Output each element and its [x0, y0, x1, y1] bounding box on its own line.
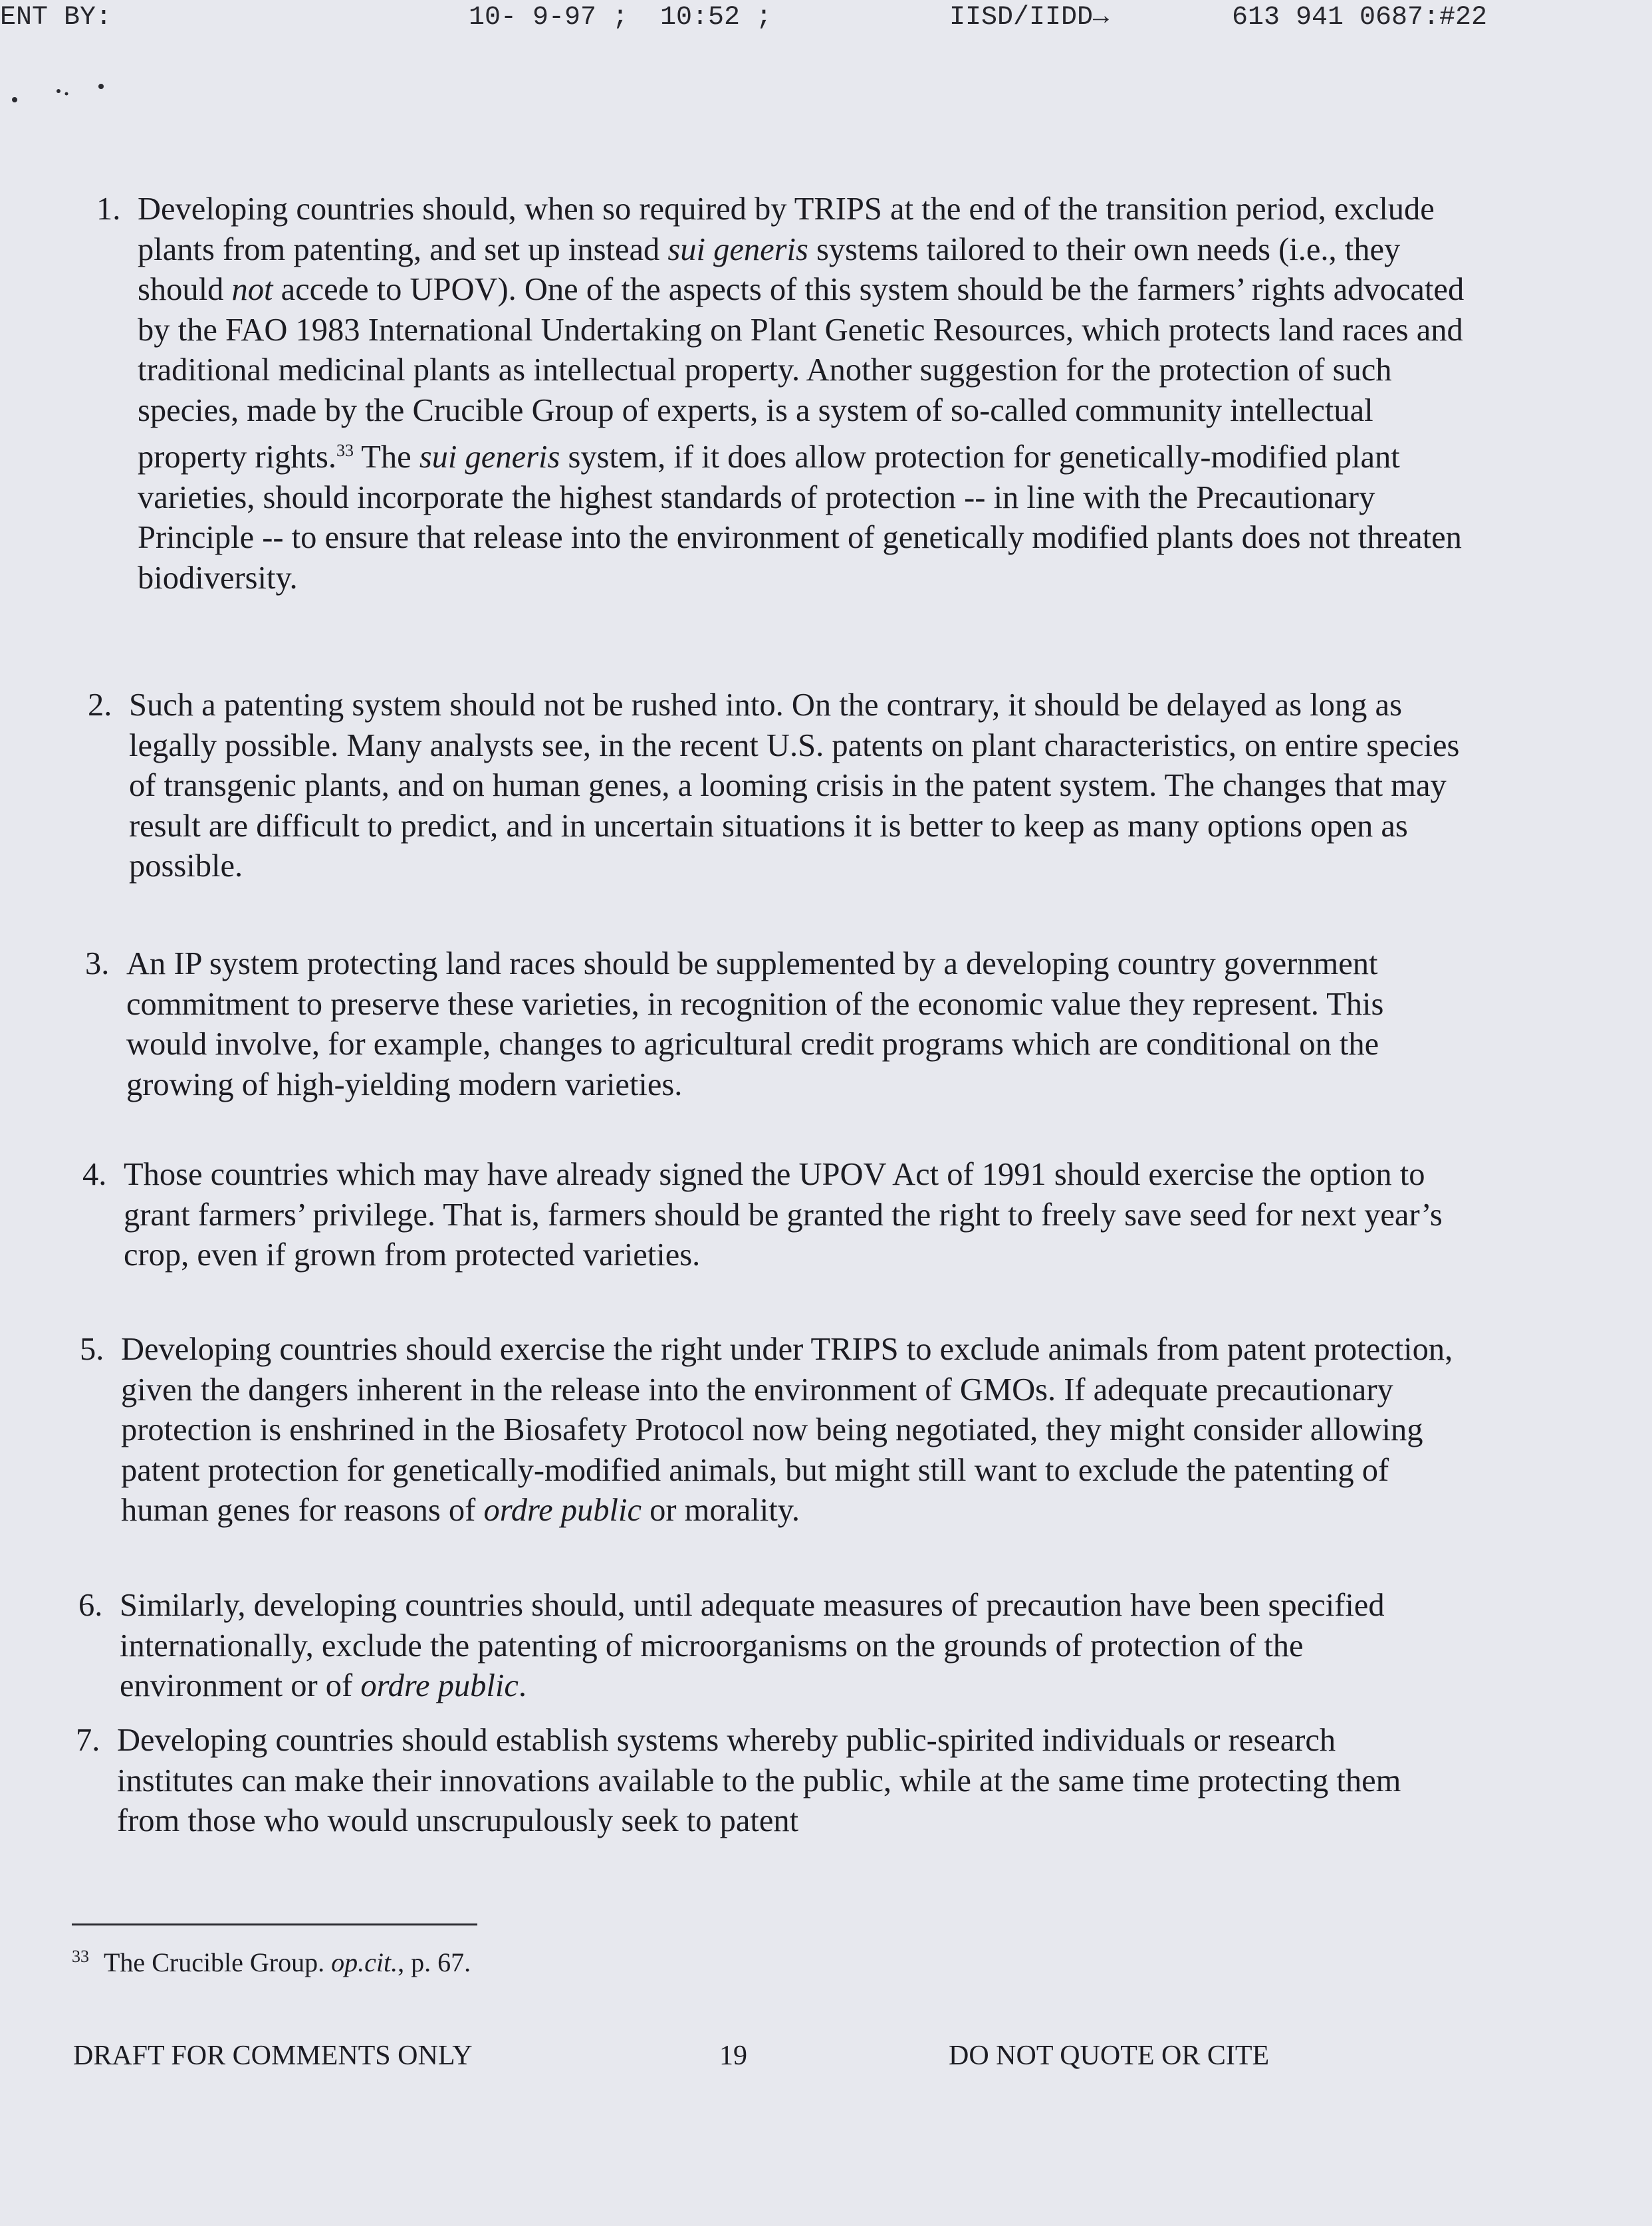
text-run: Developing countries should, when so required by TRIPS at the end of the transition period, exclude plants from patenting, and set up instead	[138, 191, 1435, 267]
fax-station: IISD/IIDD→	[949, 3, 1110, 33]
text-run: or morality.	[642, 1493, 800, 1528]
item-number: 2.	[88, 687, 112, 723]
text-run: An IP system protecting land races should be supplemented by a developing country government commitment to preserve these varieties, in recognition of the economic value they represent. This would involve, for example, changes to agricultural credit programs which are conditional on the growing of high-yielding modern varieties.	[126, 946, 1384, 1102]
scan-specks	[7, 76, 113, 110]
item-text	[129, 685, 1464, 887]
text-run: Those countries which may have already signed the UPOV Act of 1991 should exercise the option to grant farmers’ privilege. That is, farmers should be granted the right to freely save seed for next year’s crop, even if grown from protected varieties.	[124, 1157, 1443, 1273]
footnote-divider	[72, 1923, 477, 1925]
footnote-marker: 33	[72, 1947, 89, 1966]
fax-sender: ENT BY:	[0, 3, 112, 33]
text-run: system, if it does allow protection for genetically-modified plant varieties, should incorporate the highest standards of protection -- in line with the Precautionary Principle -- to ensure that release into the environment of genetically modified plants does not threaten biodiversity.	[138, 439, 1462, 596]
item-text	[124, 1155, 1459, 1276]
page-footer	[0, 2040, 1652, 2080]
footnote-reference: 33	[336, 441, 354, 460]
recommendation-item	[88, 685, 1464, 887]
italic-term: ordre public	[360, 1668, 519, 1703]
recommendation-item	[78, 1586, 1455, 1707]
footer-draft-notice: DRAFT FOR COMMENTS ONLY	[73, 2040, 473, 2071]
item-number: 4.	[82, 1157, 107, 1192]
item-text	[121, 1330, 1456, 1531]
text-run: accede to UPOV). One of the aspects of this system should be the farmers’ rights advocated by the FAO 1983 International Undertaking on Plant Genetic Resources, which protects land races and traditional medicinal plants as intellectual property. Another suggestion for the protection of such species, made by the Crucible Group of experts, is a system of so-called community intellectual property rights.	[138, 272, 1465, 475]
item-number: 3.	[85, 946, 110, 981]
italic-term: ordre public	[483, 1493, 642, 1528]
item-number: 1.	[96, 191, 121, 227]
item-text	[126, 944, 1461, 1105]
text-run: The	[354, 439, 419, 475]
text-run: Such a patenting system should not be rushed into. On the contrary, it should be delayed as long as legally possible. Many analysts see, in the recent U.S. patents on plant characteristics, on entire species of transgenic plants, and on human genes, a looming crisis in the patent system. The changes that may result are difficult to predict, and in uncertain situations it is better to keep as many options open as possible.	[129, 687, 1460, 884]
italic-term: not	[231, 272, 273, 307]
text-run: systems tailored to their own needs (i.e., they should	[138, 231, 1401, 307]
fax-phone-page: 613 941 0687:#22	[1232, 3, 1488, 33]
item-number: 7.	[76, 1723, 100, 1758]
recommendation-item	[85, 944, 1461, 1105]
text-run: Similarly, developing countries should, until adequate measures of precaution have been specified internationally, exclude the patenting of microorganisms on the grounds of protection of the environment or of	[120, 1588, 1385, 1703]
footer-citation-notice: DO NOT QUOTE OR CITE	[949, 2040, 1270, 2071]
text-run: .	[518, 1668, 527, 1703]
item-number: 6.	[78, 1588, 103, 1623]
recommendation-item	[82, 1155, 1459, 1276]
recommendation-item	[96, 189, 1473, 598]
item-text	[138, 189, 1473, 598]
item-number: 5.	[80, 1332, 104, 1367]
recommendation-item	[80, 1330, 1456, 1531]
footnote-citation: op.cit.	[331, 1947, 398, 1977]
fax-date: 10- 9-97 ;	[469, 3, 629, 33]
footnote	[72, 1940, 870, 1979]
italic-term: sui generis	[667, 231, 808, 267]
fax-header	[0, 3, 1652, 45]
item-text	[117, 1721, 1452, 1842]
page-number: 19	[719, 2040, 747, 2071]
text-run: Developing countries should establish systems whereby public-spirited individuals or research institutes can make their innovations available to the public, while at the same time protecting them from those who would unscrupulously seek to patent	[117, 1723, 1401, 1838]
item-text	[120, 1586, 1455, 1707]
text-run: Developing countries should exercise the right under TRIPS to exclude animals from patent protection, given the dangers inherent in the release into the environment of GMOs. If adequate precautionary protection is enshrined in the Biosafety Protocol now being negotiated, they might consider allowing patent protection for genetically-modified animals, but might still want to exclude the patenting of human genes for reasons of	[121, 1332, 1453, 1528]
footnote-text: The Crucible Group.	[104, 1947, 332, 1977]
recommendation-item	[76, 1721, 1452, 1842]
italic-term: sui generis	[419, 439, 560, 475]
footnote-page: , p. 67.	[398, 1947, 471, 1977]
fax-time: 10:52 ;	[660, 3, 772, 33]
